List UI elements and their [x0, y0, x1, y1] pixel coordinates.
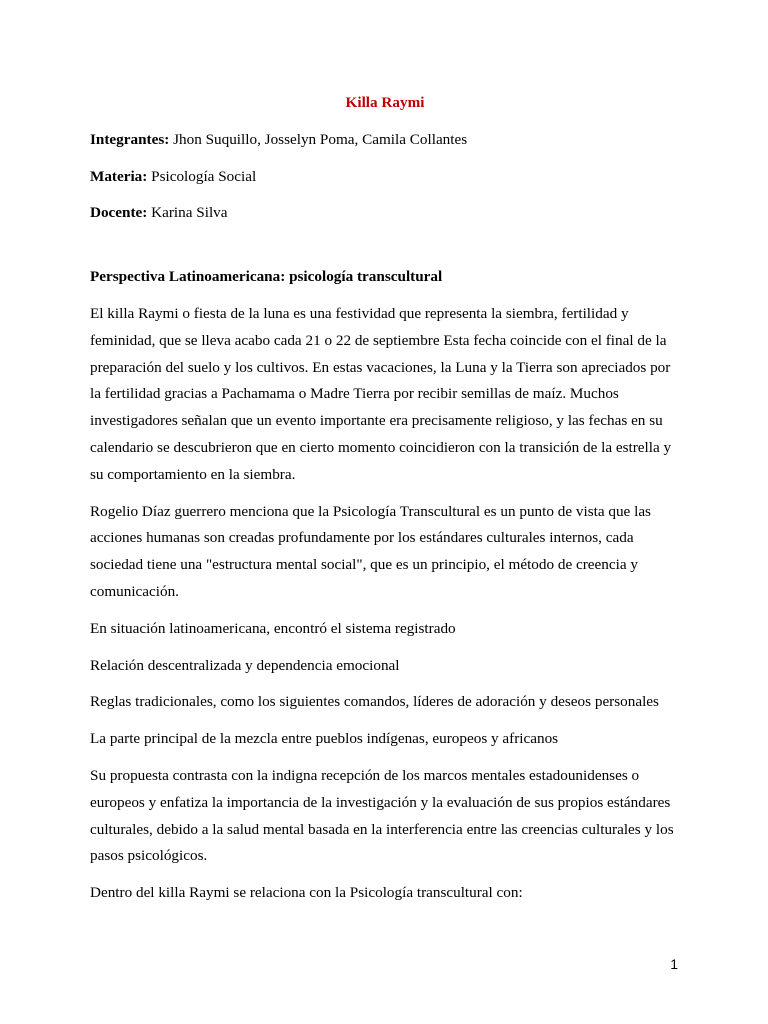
paragraph-diaz-guerrero: Rogelio Díaz guerrero menciona que la Psicología Transcultural es un punto de vista que las acciones humanas son creadas profundamente por los estándares culturales internos, cada sociedad tiene una "estructura mental social", que es un principio, el método de creencia y comunicación. — [90, 502, 651, 600]
meta-docente-label: Docente: — [90, 204, 148, 222]
meta-docente-value: Karina Silva — [147, 204, 228, 222]
document-body — [90, 90, 680, 917]
page-number: 1 — [670, 956, 678, 972]
paragraph-mezcla: La parte principal de la mezcla entre pueblos indígenas, europeos y africanos — [90, 730, 559, 748]
paragraph-dentro: Dentro del killa Raymi se relaciona con la Psicología transcultural con: — [90, 884, 523, 902]
meta-materia-value: Psicología Social — [147, 167, 257, 185]
meta-integrantes-label: Integrantes: — [90, 130, 170, 148]
meta-integrantes-value: Jhon Suquillo, Josselyn Poma, Camila Collantes — [169, 130, 468, 148]
paragraph-killa-raymi: El killa Raymi o fiesta de la luna es una festividad que representa la siembra, fertilidad y feminidad, que se lleva acabo cada 21 o 22 de septiembre Esta fecha coincide con el final de la preparación del suelo y los cultivos. En estas vacaciones, la Luna y la Tierra son apreciados por la fertilidad gracias a Pachamama o Madre Tierra por recibir semillas de maíz. Muchos investigadores señalan que un evento importante era precisamente religioso, y las fechas en su calendario se descubrieron que en cierto momento coincidieron con la transición de la estrella y su comportamiento en la siembra. — [90, 304, 672, 483]
paragraph-situacion: En situación latinoamericana, encontró el sistema registrado — [90, 619, 456, 637]
paragraph-relacion: Relación descentralizada y dependencia emocional — [90, 656, 400, 674]
meta-integrantes — [90, 127, 680, 154]
meta-docente — [90, 200, 680, 227]
meta-materia — [90, 164, 680, 191]
meta-materia-label: Materia: — [90, 167, 148, 185]
section-heading: Perspectiva Latinoamericana: psicología transcultural — [90, 268, 443, 286]
document-title: Killa Raymi — [345, 94, 425, 111]
paragraph-propuesta: Su propuesta contrasta con la indigna recepción de los marcos mentales estadounidenses o europeos y enfatiza la importancia de la investigación y la evaluación de sus propios estándares culturales, debido a la salud mental basada en la interferencia entre las creencias culturales y los pasos psicológicos. — [90, 766, 674, 865]
paragraph-reglas: Reglas tradicionales, como los siguientes comandos, líderes de adoración y deseos personales — [90, 693, 659, 711]
